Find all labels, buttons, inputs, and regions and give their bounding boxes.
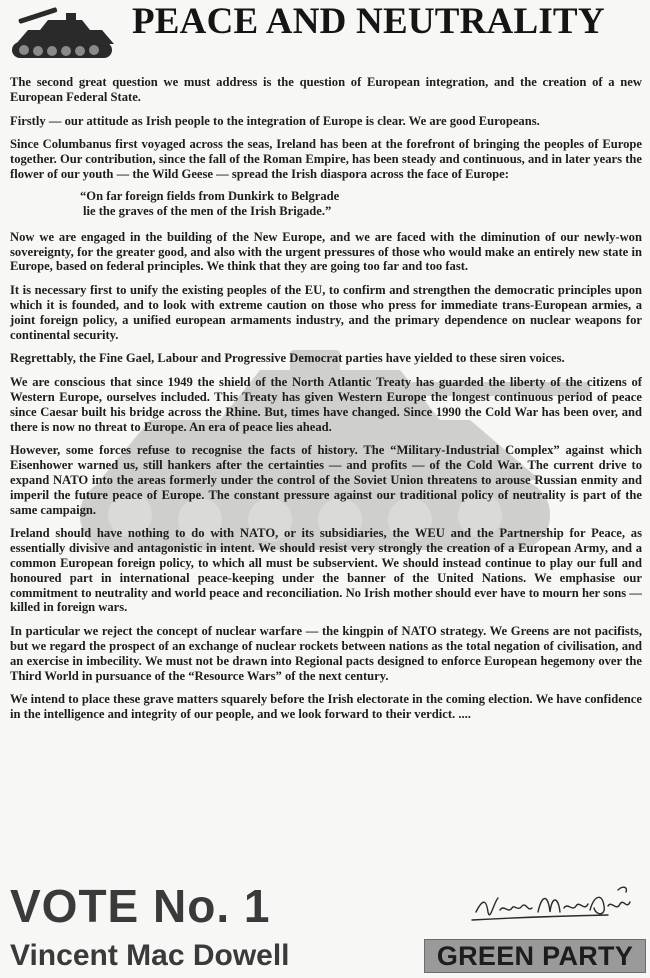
- paragraph: We intend to place these grave matters squarely before the Irish electorate in the coming election. We have confidence in the intelligence and integrity of our people, and we look forward to their verdict. ....: [10, 692, 642, 722]
- paragraph: Now we are engaged in the building of the New Europe, and we are faced with the diminution of our newly-won sovereignty, for the greater good, and also with the urgent pressures of those who would make an entirely new state in Europe, based on federal principles. We think that they are going too far and too fast.: [10, 229, 642, 274]
- paragraph: Ireland should have nothing to do with NATO, or its subsidiaries, the WEU and the Partnership for Peace, as essentially divisive and antagonistic in intent. We should resist very strongly the creation of a European Army, and a common European foreign policy, to which all must be subservient. We should instead continue to play our full and honoured part in international peace-keeping under the banner of the United Nations. We emphasise our commitment to neutrality and world peace and reconciliation. No Irish mother should ever have to mourn her sons — killed in foreign wars.: [10, 526, 642, 615]
- page-title: PEACE AND NEUTRALITY: [132, 1, 605, 42]
- paragraph: The second great question we must address is the question of European integration, and the creation of a new European Federal State.: [10, 75, 642, 104]
- vote-heading: VOTE No. 1: [10, 880, 271, 932]
- paragraph: Since Columbanus first voyaged across the seas, Ireland has been at the forefront of bringing the peoples of Europe together. Our contribution, since the fall of the Roman Empire, has been steady and continuous, and in later years the flower of our youth — the Wild Geese — spread the Irish diaspora across the face of Europe:: [10, 137, 642, 181]
- paragraph: In particular we reject the concept of nuclear warfare — the kingpin of NATO strategy. We Greens are not pacifists, but we regard the prospect of an exchange of nuclear rockets between nations as the total negation of civilisation, and an exercise in imbecility. We must not be drawn into Regional pacts designed to enforce European hegemony over the Third World in pursuance of the “Resource Wars” of the next century.: [10, 624, 642, 683]
- paragraph: It is necessary first to unify the existing peoples of the EU, to confirm and strengthen the democratic principles upon which it is founded, and to look with extreme caution on those who press for immediate trans-European armies, a joint foreign policy, a unified european armaments industry, and the primary dependence on nuclear weapons for continental security.: [10, 283, 642, 342]
- verse-quote: [80, 189, 642, 219]
- verse-line: lie the graves of the men of the Irish Brigade.”: [83, 203, 332, 218]
- party-name: GREEN PARTY: [436, 941, 634, 971]
- verse-line: “On far foreign fields from Dunkirk to Belgrade: [80, 188, 340, 203]
- paragraph: We are conscious that since 1949 the shield of the North Atlantic Treaty has guarded the liberty of the citizens of Western Europe, ourselves included. This Treaty has given Western Europe the longest continuous period of peace since Caesar built his bridge across the Rhine. But, times have changed. Since 1990 the Cold War has been over, and there is now no threat to Europe. An era of peace lies ahead.: [10, 375, 642, 434]
- candidate-name: Vincent Mac Dowell: [10, 939, 290, 972]
- paragraph: Firstly — our attitude as Irish people to the integration of Europe is clear. We are good Europeans.: [10, 113, 540, 128]
- paragraph: Regrettably, the Fine Gael, Labour and Progressive Democrat parties have yielded to these siren voices.: [10, 351, 565, 366]
- signature-image: [468, 882, 638, 932]
- party-badge: [424, 939, 646, 973]
- tank-icon: [6, 4, 124, 64]
- article-body: [10, 75, 642, 731]
- paragraph: However, some forces refuse to recognise the facts of history. The “Military-Industrial Complex” against which Eisenhower warned us, still hankers after the certainties — and profits — of the Cold War. The current drive to expand NATO into the areas formerly under the control of the Soviet Union threatens to arouse Russian enmity and imperil the future peace of Europe. The constant pressure against our traditional policy of neutrality is part of the same campaign.: [10, 443, 642, 517]
